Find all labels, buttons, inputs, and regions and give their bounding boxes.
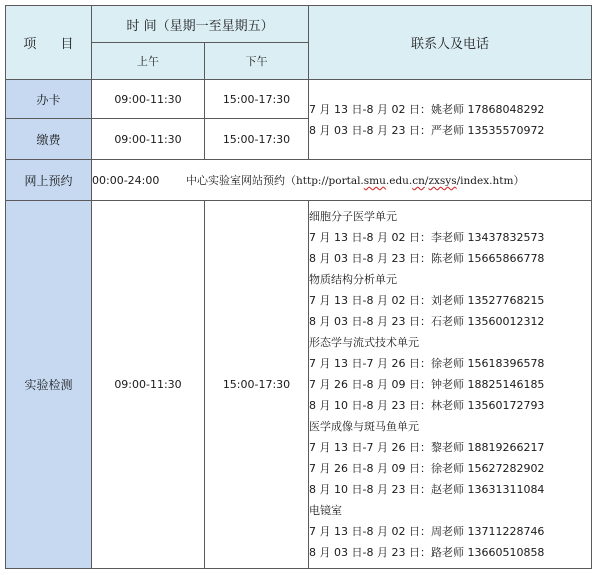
online-time: 00:00-24:00	[92, 174, 160, 187]
online-text-suffix: ）	[513, 174, 525, 187]
lab-afternoon: 15:00-17:30	[205, 201, 309, 569]
contact-line: 8 月 10 日-8 月 23 日：林老师 13560172793	[309, 399, 545, 412]
url-part: smu	[363, 175, 386, 187]
label-card: 办卡	[6, 80, 92, 119]
contact-line: 7 月 13 日-8 月 02 日：周老师 13711228746	[309, 525, 545, 538]
contact-line: 7 月 13 日-8 月 02 日：刘老师 13527768215	[309, 294, 545, 307]
card-fee-contacts	[309, 80, 592, 160]
row-card	[6, 80, 592, 119]
contact-line: 细胞分子医学单元	[309, 210, 398, 223]
row-lab	[6, 201, 592, 569]
booking-url[interactable]	[296, 175, 513, 187]
lab-morning: 09:00-11:30	[92, 201, 205, 569]
url-part: /index.htm	[456, 175, 514, 187]
row-online	[6, 160, 592, 201]
url-part: cn	[412, 175, 425, 187]
header-afternoon: 下午	[205, 43, 309, 80]
header-item: 项 目	[6, 6, 92, 80]
contact-line: 7 月 26 日-8 月 09 日：钟老师 18825146185	[309, 378, 545, 391]
fee-afternoon: 15:00-17:30	[205, 119, 309, 160]
contact-line: 8 月 03 日-8 月 23 日：石老师 13560012312	[309, 315, 545, 328]
online-text-prefix: 中心实验室网站预约（	[186, 174, 296, 187]
lab-contacts	[309, 201, 592, 569]
fee-morning: 09:00-11:30	[92, 119, 205, 160]
url-part: /	[424, 175, 429, 187]
contact-line: 7 月 13 日-7 月 26 日：徐老师 15618396578	[309, 357, 545, 370]
header-morning: 上午	[92, 43, 205, 80]
contact-line: 医学成像与斑马鱼单元	[309, 420, 420, 433]
url-part: .edu.	[385, 175, 413, 187]
contact-line: 物质结构分析单元	[309, 273, 398, 286]
contact-line: 7 月 13 日-8 月 02 日：姚老师 17868048292	[309, 102, 545, 116]
contact-line: 形态学与流式技术单元	[309, 336, 420, 349]
label-lab: 实验检测	[6, 201, 92, 569]
contact-line: 7 月 13 日-8 月 02 日：李老师 13437832573	[309, 231, 545, 244]
header-row	[6, 6, 592, 43]
contact-line: 8 月 03 日-8 月 23 日：严老师 13535570972	[309, 123, 545, 137]
header-contact: 联系人及电话	[309, 6, 592, 80]
label-fee: 缴费	[6, 119, 92, 160]
card-afternoon: 15:00-17:30	[205, 80, 309, 119]
contact-line: 7 月 13 日-7 月 26 日：黎老师 18819266217	[309, 441, 545, 454]
label-online: 网上预约	[6, 160, 92, 201]
online-info	[92, 160, 592, 201]
url-part: zxsys	[428, 175, 457, 187]
contact-line: 8 月 03 日-8 月 23 日：陈老师 15665866778	[309, 252, 545, 265]
card-morning: 09:00-11:30	[92, 80, 205, 119]
url-part: http://portal.	[296, 175, 364, 187]
schedule-table	[5, 5, 592, 569]
contact-line: 电镜室	[309, 504, 343, 517]
contact-line: 7 月 26 日-8 月 09 日：徐老师 15627282902	[309, 462, 545, 475]
header-time: 时 间（星期一至星期五）	[92, 6, 309, 43]
contact-line: 8 月 03 日-8 月 23 日：路老师 13660510858	[309, 546, 545, 559]
contact-line: 8 月 10 日-8 月 23 日：赵老师 13631311084	[309, 483, 545, 496]
